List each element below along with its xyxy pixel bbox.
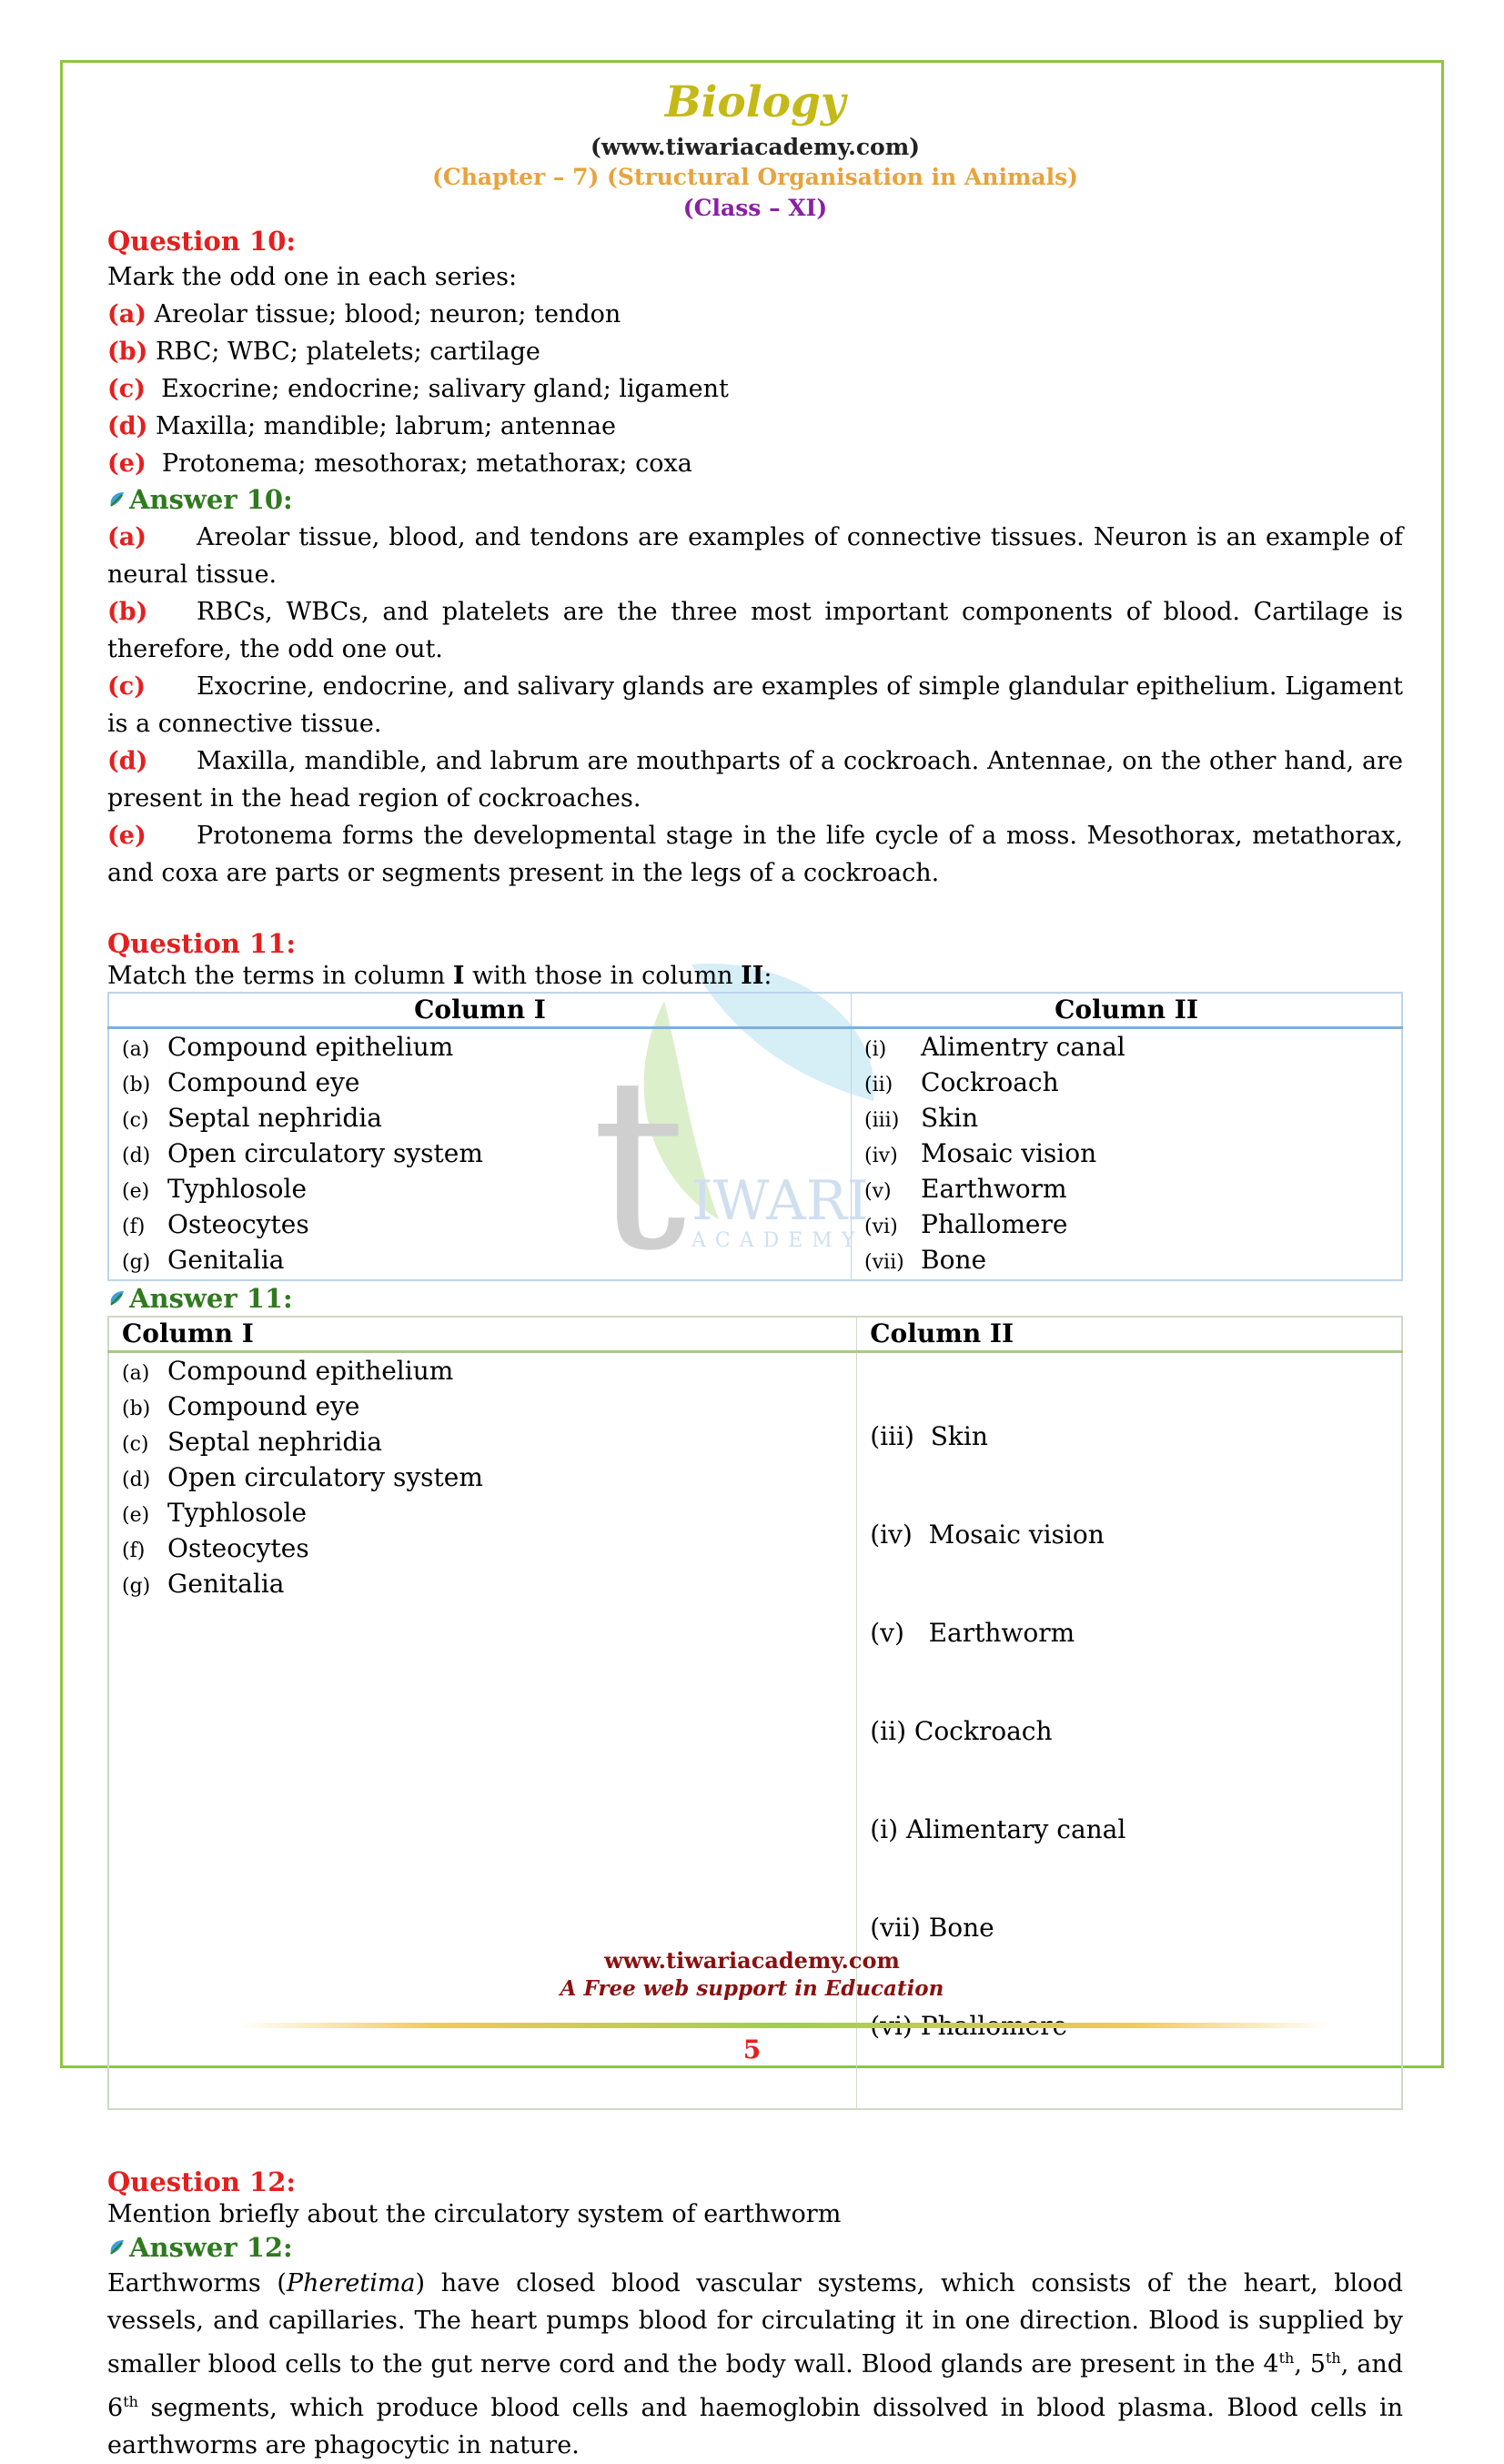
question-10-item bbox=[107, 370, 1403, 408]
list-item bbox=[864, 1244, 1388, 1279]
question-10-item bbox=[107, 296, 1403, 333]
question-11-prompt bbox=[107, 961, 1403, 992]
table-row bbox=[108, 1028, 1402, 1281]
answer-text: Areolar tissue, blood, and tendons are examples of connective tissues. Neuron is an example of neural tissue. bbox=[107, 523, 1403, 589]
list-item bbox=[122, 1532, 843, 1568]
prompt-text: : bbox=[763, 962, 772, 990]
list-item bbox=[122, 1137, 838, 1173]
list-item bbox=[122, 1390, 843, 1426]
item-text: Typhlosole bbox=[167, 1174, 308, 1204]
option-letter: (b) bbox=[107, 338, 148, 366]
option-letter: (e) bbox=[107, 449, 146, 478]
list-item bbox=[864, 1102, 1388, 1137]
option-text: RBC; WBC; platelets; cartilage bbox=[147, 338, 540, 366]
paragraph-text: , 5 bbox=[1294, 2350, 1326, 2378]
item-label: (b) bbox=[122, 1398, 151, 1420]
list-item bbox=[864, 1031, 1388, 1066]
list-item: (iii) Skin bbox=[870, 1421, 988, 1451]
answer-10-label: Answer 10: bbox=[129, 484, 293, 515]
item-text: Genitalia bbox=[167, 1569, 285, 1599]
footer-tagline: A Free web support in Education bbox=[560, 1976, 944, 2001]
answer-11-heading bbox=[107, 1281, 1403, 1316]
answer-letter: (c) bbox=[107, 672, 146, 701]
option-text: Maxilla; mandible; labrum; antennae bbox=[147, 412, 617, 440]
item-label: (ii) bbox=[864, 1074, 893, 1096]
list-item bbox=[864, 1173, 1388, 1208]
class-line: (Class – XI) bbox=[682, 195, 828, 221]
paragraph-text: Earthworms ( bbox=[107, 2269, 287, 2297]
list-item: (i) Alimentary canal bbox=[870, 1814, 1126, 1844]
answer-letter: (e) bbox=[107, 822, 146, 850]
option-letter: (c) bbox=[107, 375, 146, 403]
item-text: Skin bbox=[921, 1103, 979, 1133]
answer-12-heading bbox=[107, 2230, 1403, 2265]
item-text: Compound epithelium bbox=[167, 1032, 454, 1062]
item-label: (d) bbox=[122, 1469, 151, 1491]
item-label: (iv) bbox=[864, 1145, 898, 1167]
item-label: (e) bbox=[122, 1504, 150, 1527]
answer-11-label: Answer 11: bbox=[129, 1283, 293, 1314]
item-label: (g) bbox=[122, 1251, 151, 1274]
item-text: Typhlosole bbox=[167, 1498, 308, 1528]
list-item bbox=[122, 1426, 843, 1461]
question-10-item bbox=[107, 408, 1403, 445]
ordinal-suffix: th bbox=[1326, 2349, 1341, 2367]
question-10-prompt: Mark the odd one in each series: bbox=[107, 263, 518, 291]
paragraph-text: segments, which produce blood cells and haemoglobin dissolved in blood plasma. Blood cells in earthworms are phagocytic in nature. bbox=[107, 2394, 1403, 2459]
footer-site-link[interactable]: www.tiwariacademy.com bbox=[604, 1947, 900, 1974]
item-text: Osteocytes bbox=[167, 1533, 309, 1563]
answer-text: Protonema forms the developmental stage in the life cycle of a moss. Mesothorax, metathorax, and coxa are parts or segments present in the legs of a cockroach. bbox=[107, 822, 1403, 887]
answer-10-item bbox=[107, 817, 1403, 892]
answer-letter: (a) bbox=[107, 523, 147, 551]
item-text: Septal nephridia bbox=[167, 1103, 382, 1133]
tiwari-leaf-icon bbox=[107, 2237, 127, 2257]
column-header: Column I bbox=[108, 1317, 857, 1352]
svg-text:ACADEMY: ACADEMY bbox=[691, 1229, 864, 1252]
answer-letter: (d) bbox=[107, 747, 148, 775]
tiwari-leaf-icon bbox=[107, 1288, 127, 1308]
prompt-text: with those in column bbox=[464, 962, 742, 990]
answer-text: Exocrine, endocrine, and salivary glands are examples of simple glandular epithelium. Ligament is a connective tissue. bbox=[107, 672, 1403, 738]
footer-divider bbox=[238, 2023, 1330, 2028]
item-label: (vii) bbox=[864, 1251, 904, 1274]
item-label: (b) bbox=[122, 1074, 151, 1096]
list-item: (v) Earthworm bbox=[870, 1618, 1075, 1648]
answer-10-body bbox=[107, 519, 1403, 892]
page-header bbox=[107, 73, 1403, 224]
list-item bbox=[864, 1066, 1388, 1102]
item-label: (e) bbox=[122, 1180, 150, 1203]
list-item: (vii) Bone bbox=[870, 1913, 994, 1943]
column-header: Column II bbox=[852, 993, 1402, 1028]
item-text: Earthworm bbox=[921, 1174, 1067, 1204]
table-header-row bbox=[108, 1317, 1402, 1352]
ordinal-suffix: th bbox=[123, 2393, 138, 2410]
list-item bbox=[122, 1355, 843, 1390]
question-10-heading: Question 10: bbox=[107, 226, 297, 257]
item-label: (i) bbox=[864, 1038, 887, 1061]
item-label: (f) bbox=[122, 1216, 146, 1238]
answer-10-item bbox=[107, 668, 1403, 742]
item-label: (g) bbox=[122, 1575, 151, 1598]
paragraph-text: ) have closed blood vascular systems, which consists of the heart, blood vessels, and capillaries. The heart pumps blood for circulating it in one direction. Blood is supplied by smaller blood cells to the gut nerve cord and the body wall. Blood glands are present in the 4 bbox=[107, 2269, 1403, 2378]
item-label: (a) bbox=[122, 1038, 150, 1061]
table-header-row bbox=[108, 993, 1402, 1028]
answer-text: RBCs, WBCs, and platelets are the three most important components of blood. Cartilage is therefore, the odd one out. bbox=[107, 598, 1403, 663]
question-12-heading: Question 12: bbox=[107, 2166, 297, 2197]
prompt-bold: II bbox=[741, 962, 764, 990]
item-label: (a) bbox=[122, 1362, 150, 1385]
chapter-line: (Chapter – 7) (Structural Organisation in Animals) bbox=[431, 164, 1078, 190]
answer-10-item bbox=[107, 742, 1403, 817]
question-10-items bbox=[107, 296, 1403, 482]
list-item bbox=[122, 1568, 843, 1603]
item-text: Genitalia bbox=[167, 1245, 285, 1275]
subject-title: Biology bbox=[664, 77, 846, 127]
question-10-item bbox=[107, 333, 1403, 370]
tiwari-leaf-icon bbox=[107, 490, 127, 510]
column-ii-cell bbox=[852, 1028, 1402, 1281]
item-text: Open circulatory system bbox=[167, 1462, 483, 1492]
question-11-table bbox=[107, 992, 1403, 1281]
option-text: Protonema; mesothorax; metathorax; coxa bbox=[146, 449, 692, 478]
list-item: (iv) Mosaic vision bbox=[870, 1520, 1105, 1550]
item-text: Phallomere bbox=[921, 1209, 1068, 1239]
item-text: Septal nephridia bbox=[167, 1427, 382, 1457]
list-item bbox=[122, 1102, 838, 1137]
option-letter: (d) bbox=[107, 412, 148, 440]
list-item bbox=[122, 1497, 843, 1532]
list-item bbox=[122, 1066, 838, 1102]
item-text: Compound epithelium bbox=[167, 1356, 454, 1386]
page-content bbox=[107, 73, 1403, 2464]
item-label: (c) bbox=[122, 1109, 149, 1132]
question-11-heading: Question 11: bbox=[107, 928, 297, 959]
option-text: Exocrine; endocrine; salivary gland; ligament bbox=[146, 375, 729, 403]
item-label: (c) bbox=[122, 1433, 149, 1456]
question-12-prompt: Mention briefly about the circulatory system of earthworm bbox=[107, 2200, 842, 2228]
answer-12-paragraph bbox=[107, 2265, 1403, 2464]
column-i-cell bbox=[108, 1028, 852, 1281]
item-text: Bone bbox=[921, 1245, 987, 1275]
page-number: 5 bbox=[742, 2035, 762, 2065]
answer-10-item bbox=[107, 593, 1403, 668]
item-text: Mosaic vision bbox=[921, 1138, 1097, 1168]
prompt-text: Match the terms in column bbox=[107, 962, 453, 990]
list-item bbox=[122, 1461, 843, 1497]
item-text: Open circulatory system bbox=[167, 1138, 483, 1168]
item-text: Compound eye bbox=[167, 1067, 360, 1097]
column-header: Column II bbox=[857, 1317, 1402, 1352]
item-label: (v) bbox=[864, 1180, 892, 1203]
ordinal-suffix: th bbox=[1278, 2349, 1295, 2367]
item-label: (iii) bbox=[864, 1109, 900, 1132]
list-item: (ii) Cockroach bbox=[870, 1716, 1053, 1746]
genus-name: Pheretima bbox=[286, 2269, 416, 2297]
item-text: Cockroach bbox=[921, 1067, 1059, 1097]
svg-text:IWARI: IWARI bbox=[691, 1169, 869, 1233]
answer-letter: (b) bbox=[107, 598, 148, 626]
list-item bbox=[864, 1208, 1388, 1244]
list-item bbox=[864, 1137, 1388, 1173]
answer-12-label: Answer 12: bbox=[129, 2232, 293, 2263]
item-label: (d) bbox=[122, 1145, 151, 1167]
paragraph-text: , and 6 bbox=[107, 2350, 1403, 2422]
question-10-item bbox=[107, 445, 1403, 482]
answer-10-heading bbox=[107, 482, 1403, 517]
item-text: Compound eye bbox=[167, 1391, 360, 1421]
answer-10-item bbox=[107, 519, 1403, 593]
column-header: Column I bbox=[108, 993, 852, 1028]
item-label: (vi) bbox=[864, 1216, 898, 1238]
answer-text: Maxilla, mandible, and labrum are mouthparts of a cockroach. Antennae, on the other hand, are present in the head region of cockroaches. bbox=[107, 747, 1403, 813]
list-item bbox=[122, 1031, 838, 1066]
item-text: Alimentry canal bbox=[921, 1032, 1125, 1062]
header-site: (www.tiwariacademy.com) bbox=[590, 134, 920, 160]
option-text: Areolar tissue; blood; neuron; tendon bbox=[146, 300, 621, 328]
list-item bbox=[122, 1173, 838, 1208]
prompt-bold: I bbox=[452, 962, 465, 990]
list-item bbox=[122, 1244, 838, 1279]
item-label: (f) bbox=[122, 1540, 146, 1562]
svg-text:t: t bbox=[591, 1028, 687, 1274]
item-text: Osteocytes bbox=[167, 1209, 309, 1239]
list-item bbox=[122, 1208, 838, 1244]
option-letter: (a) bbox=[107, 300, 147, 328]
